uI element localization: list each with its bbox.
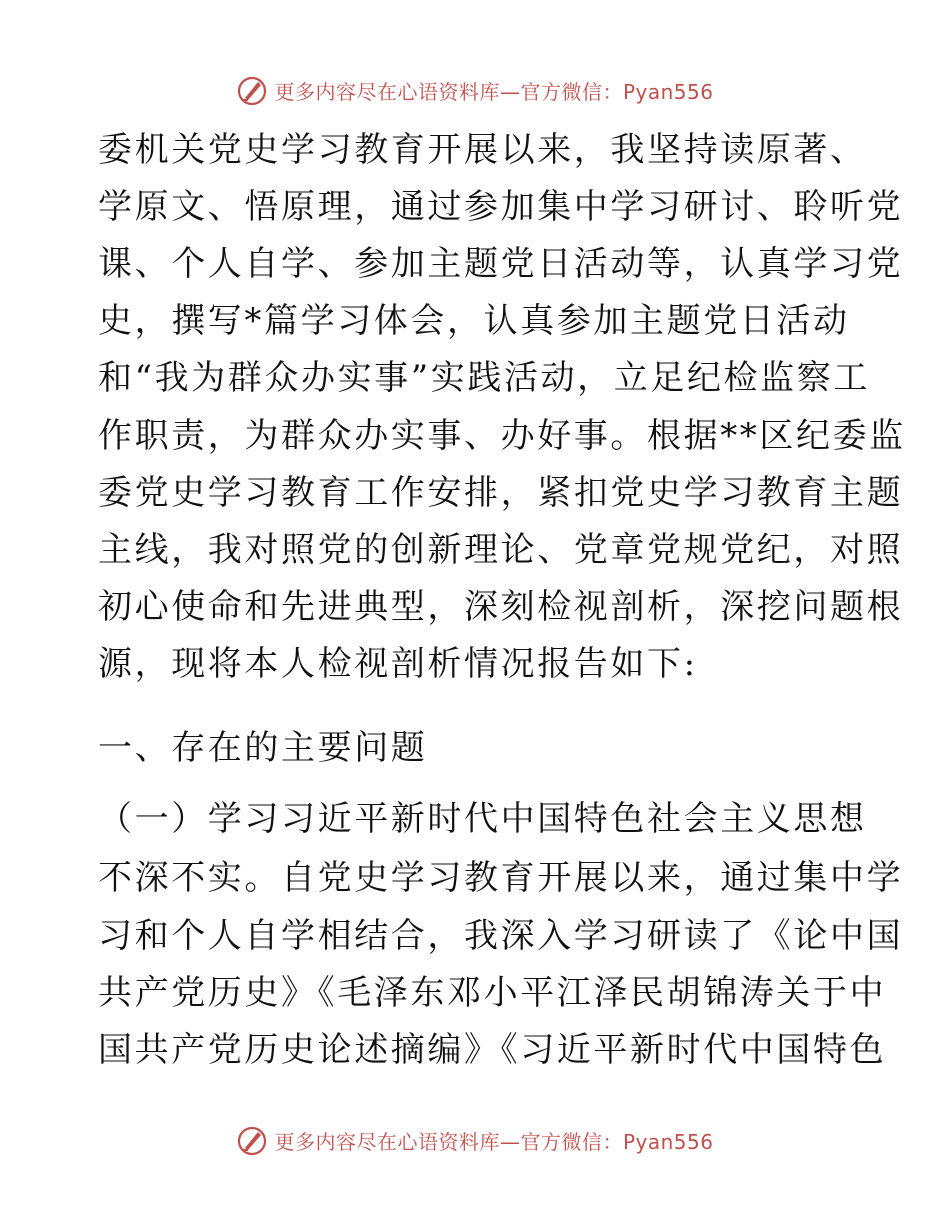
text-line: 和“我为群众办实事”实践活动，立足纪检监察工 [98, 358, 870, 398]
watermark-text: 更多内容尽在心语资料库—官方微信：Pyan556 [274, 79, 714, 104]
text-line: 初心使命和先进典型，深刻检视剖析，深挖问题根 [98, 587, 904, 627]
watermark-banner-top [0, 70, 950, 110]
text-line: 不深不实。自党史学习教育开展以来，通过集中学 [98, 858, 904, 898]
text-line: 习和个人自学相结合，我深入学习研读了《论中国 [98, 916, 904, 956]
text-line: 史，撰写*篇学习体会，认真参加主题党日活动 [98, 301, 850, 341]
text-line: 共产党历史》《毛泽东邓小平江泽民胡锦涛关于中 [98, 973, 887, 1013]
section-heading: 一、存在的主要问题 [98, 728, 428, 768]
text-line: 委机关党史学习教育开展以来，我坚持读原著、 [98, 130, 867, 170]
text-line: 学原文、悟原理，通过参加集中学习研讨、聆听党 [98, 187, 904, 227]
text-line: 国共产党历史论述摘编》《习近平新时代中国特色 [98, 1030, 887, 1070]
watermark-text: 更多内容尽在心语资料库—官方微信：Pyan556 [274, 1129, 714, 1154]
text-line: （一）学习习近平新时代中国特色社会主义思想 [98, 799, 867, 839]
text-line: 作职责，为群众办实事、办好事。根据**区纪委监 [98, 416, 906, 456]
text-line: 课、个人自学、参加主题党日活动等，认真学习党 [98, 244, 904, 284]
red-quill-seal-icon [236, 1124, 268, 1156]
text-line: 主线，我对照党的创新理论、党章党规党纪，对照 [98, 530, 904, 570]
text-line: 源，现将本人检视剖析情况报告如下: [98, 644, 698, 684]
text-line: 委党史学习教育工作安排，紧扣党史学习教育主题 [98, 473, 904, 513]
watermark-banner-bottom [0, 1120, 950, 1160]
red-quill-seal-icon [236, 74, 268, 106]
